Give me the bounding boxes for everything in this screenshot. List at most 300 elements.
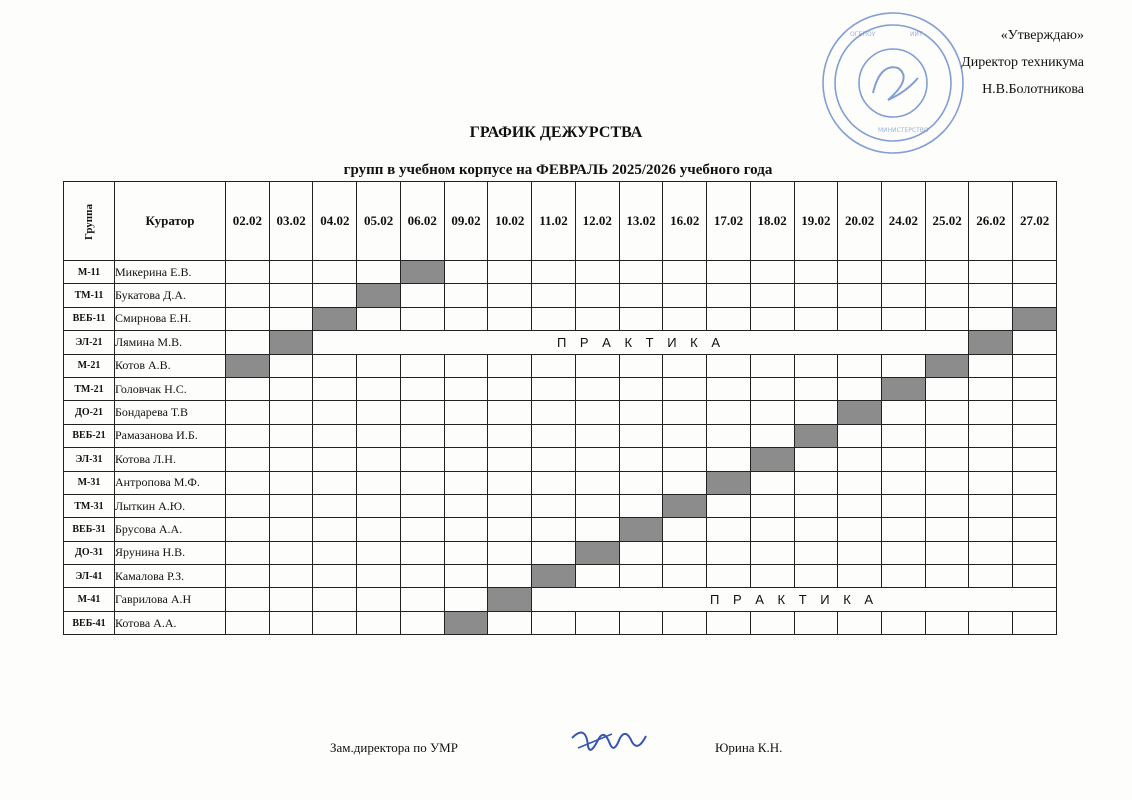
schedule-cell bbox=[226, 261, 270, 284]
group-column-header bbox=[64, 182, 115, 261]
schedule-cell bbox=[269, 494, 313, 517]
schedule-cell bbox=[400, 448, 444, 471]
schedule-cell bbox=[488, 611, 532, 634]
schedule-cell bbox=[925, 307, 969, 330]
schedule-cell bbox=[838, 307, 882, 330]
schedule-cell bbox=[313, 611, 357, 634]
schedule-cell bbox=[838, 424, 882, 447]
schedule-cell bbox=[357, 307, 401, 330]
schedule-cell bbox=[619, 611, 663, 634]
table-row bbox=[64, 284, 1057, 307]
schedule-cell bbox=[226, 448, 270, 471]
schedule-cell bbox=[488, 541, 532, 564]
schedule-cell bbox=[794, 565, 838, 588]
schedule-cell bbox=[269, 377, 313, 400]
schedule-cell bbox=[444, 541, 488, 564]
schedule-cell bbox=[663, 307, 707, 330]
duty-cell bbox=[794, 424, 838, 447]
schedule-cell bbox=[925, 518, 969, 541]
schedule-cell bbox=[532, 471, 576, 494]
schedule-cell bbox=[313, 588, 357, 611]
schedule-cell bbox=[269, 284, 313, 307]
schedule-cell bbox=[663, 471, 707, 494]
schedule-cell bbox=[1013, 565, 1057, 588]
approval-line-2: Директор техникума bbox=[961, 55, 1084, 70]
table-row bbox=[64, 331, 1057, 354]
curator-cell: Антропова М.Ф. bbox=[115, 471, 226, 494]
schedule-cell bbox=[269, 611, 313, 634]
schedule-cell bbox=[750, 611, 794, 634]
schedule-cell bbox=[707, 284, 751, 307]
curator-cell: Камалова Р.З. bbox=[115, 565, 226, 588]
duty-cell bbox=[1013, 307, 1057, 330]
schedule-cell bbox=[488, 354, 532, 377]
schedule-cell bbox=[969, 565, 1013, 588]
date-header: 05.02 bbox=[357, 182, 401, 261]
schedule-cell bbox=[750, 401, 794, 424]
duty-cell bbox=[925, 354, 969, 377]
schedule-cell bbox=[575, 448, 619, 471]
schedule-cell bbox=[882, 494, 926, 517]
schedule-cell bbox=[663, 611, 707, 634]
schedule-cell bbox=[619, 541, 663, 564]
schedule-cell bbox=[838, 354, 882, 377]
schedule-cell bbox=[269, 565, 313, 588]
schedule-cell bbox=[269, 471, 313, 494]
schedule-cell bbox=[707, 377, 751, 400]
schedule-cell bbox=[444, 518, 488, 541]
schedule-cell bbox=[313, 471, 357, 494]
schedule-cell bbox=[882, 401, 926, 424]
schedule-cell bbox=[707, 307, 751, 330]
schedule-cell bbox=[400, 284, 444, 307]
schedule-cell bbox=[882, 424, 926, 447]
schedule-cell bbox=[663, 284, 707, 307]
schedule-cell bbox=[1013, 377, 1057, 400]
schedule-cell bbox=[532, 377, 576, 400]
schedule-cell bbox=[488, 565, 532, 588]
schedule-cell bbox=[882, 541, 926, 564]
schedule-cell bbox=[226, 541, 270, 564]
duty-cell bbox=[969, 331, 1013, 354]
schedule-cell bbox=[969, 377, 1013, 400]
schedule-cell bbox=[400, 518, 444, 541]
schedule-cell bbox=[925, 448, 969, 471]
schedule-cell bbox=[707, 424, 751, 447]
schedule-cell bbox=[619, 354, 663, 377]
group-cell: ТМ-21 bbox=[64, 377, 115, 400]
duty-cell bbox=[838, 401, 882, 424]
schedule-cell bbox=[794, 611, 838, 634]
schedule-cell bbox=[619, 565, 663, 588]
page-subtitle: групп в учебном корпусе на ФЕВРАЛЬ 2025/2026 учебного года bbox=[343, 162, 773, 178]
table-row bbox=[64, 261, 1057, 284]
schedule-cell bbox=[663, 261, 707, 284]
schedule-cell bbox=[882, 354, 926, 377]
schedule-cell bbox=[838, 448, 882, 471]
schedule-cell bbox=[619, 424, 663, 447]
duty-cell bbox=[357, 284, 401, 307]
date-header: 26.02 bbox=[969, 182, 1013, 261]
schedule-cell bbox=[707, 401, 751, 424]
schedule-cell bbox=[707, 541, 751, 564]
schedule-cell bbox=[794, 284, 838, 307]
schedule-cell bbox=[925, 284, 969, 307]
schedule-cell bbox=[575, 377, 619, 400]
schedule-cell bbox=[400, 377, 444, 400]
date-header: 10.02 bbox=[488, 182, 532, 261]
duty-cell bbox=[619, 518, 663, 541]
schedule-cell bbox=[357, 354, 401, 377]
schedule-cell bbox=[269, 518, 313, 541]
schedule-cell bbox=[663, 448, 707, 471]
schedule-cell bbox=[750, 565, 794, 588]
schedule-cell bbox=[838, 471, 882, 494]
table-row bbox=[64, 494, 1057, 517]
schedule-cell bbox=[532, 261, 576, 284]
schedule-cell bbox=[575, 494, 619, 517]
schedule-cell bbox=[488, 401, 532, 424]
schedule-cell bbox=[969, 284, 1013, 307]
schedule-cell bbox=[444, 424, 488, 447]
footer-name: Юрина К.Н. bbox=[715, 740, 783, 755]
schedule-cell bbox=[750, 354, 794, 377]
schedule-cell bbox=[226, 377, 270, 400]
schedule-cell bbox=[794, 261, 838, 284]
duty-cell bbox=[575, 541, 619, 564]
schedule-cell bbox=[313, 565, 357, 588]
schedule-cell bbox=[969, 471, 1013, 494]
schedule-cell bbox=[488, 518, 532, 541]
curator-cell: Гаврилова А.Н bbox=[115, 588, 226, 611]
schedule-cell bbox=[575, 611, 619, 634]
schedule-cell bbox=[400, 494, 444, 517]
schedule-cell bbox=[925, 261, 969, 284]
schedule-cell bbox=[575, 261, 619, 284]
schedule-cell bbox=[532, 494, 576, 517]
date-header: 27.02 bbox=[1013, 182, 1057, 261]
date-header: 24.02 bbox=[882, 182, 926, 261]
schedule-cell bbox=[925, 494, 969, 517]
schedule-cell bbox=[357, 424, 401, 447]
schedule-cell bbox=[969, 518, 1013, 541]
schedule-cell bbox=[1013, 401, 1057, 424]
schedule-cell bbox=[1013, 424, 1057, 447]
schedule-cell bbox=[226, 518, 270, 541]
schedule-cell bbox=[882, 284, 926, 307]
schedule-cell bbox=[838, 494, 882, 517]
schedule-cell bbox=[575, 401, 619, 424]
schedule-cell bbox=[1013, 448, 1057, 471]
date-header: 18.02 bbox=[750, 182, 794, 261]
approval-line-1: «Утверждаю» bbox=[1000, 28, 1084, 43]
schedule-cell bbox=[838, 611, 882, 634]
schedule-cell bbox=[794, 541, 838, 564]
schedule-cell bbox=[750, 424, 794, 447]
schedule-cell bbox=[226, 331, 270, 354]
date-header: 02.02 bbox=[226, 182, 270, 261]
duty-cell bbox=[444, 611, 488, 634]
schedule-cell bbox=[575, 471, 619, 494]
date-header: 19.02 bbox=[794, 182, 838, 261]
table-body bbox=[64, 261, 1057, 635]
schedule-cell bbox=[444, 377, 488, 400]
schedule-cell bbox=[400, 471, 444, 494]
schedule-cell bbox=[226, 565, 270, 588]
schedule-cell bbox=[707, 494, 751, 517]
schedule-cell bbox=[925, 541, 969, 564]
schedule-cell bbox=[400, 401, 444, 424]
schedule-cell bbox=[1013, 261, 1057, 284]
schedule-cell bbox=[400, 541, 444, 564]
schedule-cell bbox=[575, 284, 619, 307]
table-row bbox=[64, 541, 1057, 564]
schedule-cell bbox=[925, 401, 969, 424]
schedule-cell bbox=[313, 494, 357, 517]
schedule-cell bbox=[838, 518, 882, 541]
schedule-cell bbox=[663, 541, 707, 564]
schedule-cell bbox=[488, 448, 532, 471]
schedule-cell bbox=[313, 401, 357, 424]
schedule-cell bbox=[357, 611, 401, 634]
schedule-cell bbox=[313, 518, 357, 541]
curator-cell: Рамазанова И.Б. bbox=[115, 424, 226, 447]
schedule-cell bbox=[532, 354, 576, 377]
schedule-cell bbox=[400, 565, 444, 588]
curator-cell: Бондарева Т.В bbox=[115, 401, 226, 424]
date-header: 13.02 bbox=[619, 182, 663, 261]
schedule-cell bbox=[925, 424, 969, 447]
schedule-cell bbox=[400, 588, 444, 611]
table-row bbox=[64, 565, 1057, 588]
duty-cell bbox=[882, 377, 926, 400]
schedule-cell bbox=[750, 518, 794, 541]
schedule-cell bbox=[269, 307, 313, 330]
group-cell: М-21 bbox=[64, 354, 115, 377]
schedule-cell bbox=[707, 518, 751, 541]
schedule-cell bbox=[750, 284, 794, 307]
schedule-cell bbox=[969, 401, 1013, 424]
date-header: 03.02 bbox=[269, 182, 313, 261]
svg-text:ОГБПОУ: ОГБПОУ bbox=[850, 31, 876, 38]
schedule-cell bbox=[532, 448, 576, 471]
curator-cell: Букатова Д.А. bbox=[115, 284, 226, 307]
schedule-cell bbox=[313, 541, 357, 564]
schedule-cell bbox=[226, 284, 270, 307]
schedule-cell bbox=[1013, 331, 1057, 354]
schedule-cell bbox=[619, 261, 663, 284]
practice-cell: П Р А К Т И К А bbox=[532, 588, 1057, 611]
date-header: 09.02 bbox=[444, 182, 488, 261]
schedule-cell bbox=[488, 261, 532, 284]
schedule-cell bbox=[882, 307, 926, 330]
schedule-cell bbox=[269, 401, 313, 424]
schedule-cell bbox=[357, 401, 401, 424]
schedule-cell bbox=[488, 307, 532, 330]
schedule-cell bbox=[269, 354, 313, 377]
schedule-cell bbox=[794, 471, 838, 494]
schedule-cell bbox=[838, 261, 882, 284]
schedule-cell bbox=[969, 261, 1013, 284]
schedule-cell bbox=[882, 611, 926, 634]
schedule-cell bbox=[400, 611, 444, 634]
schedule-cell bbox=[226, 401, 270, 424]
schedule-cell bbox=[532, 307, 576, 330]
schedule-cell bbox=[1013, 611, 1057, 634]
schedule-cell bbox=[488, 424, 532, 447]
schedule-cell bbox=[269, 448, 313, 471]
schedule-cell bbox=[663, 424, 707, 447]
duty-cell bbox=[707, 471, 751, 494]
schedule-cell bbox=[794, 494, 838, 517]
schedule-cell bbox=[663, 401, 707, 424]
schedule-cell bbox=[882, 565, 926, 588]
schedule-cell bbox=[269, 541, 313, 564]
duty-cell bbox=[663, 494, 707, 517]
duty-cell bbox=[269, 331, 313, 354]
schedule-cell bbox=[357, 541, 401, 564]
schedule-cell bbox=[794, 377, 838, 400]
schedule-cell bbox=[444, 588, 488, 611]
schedule-cell bbox=[575, 307, 619, 330]
schedule-cell bbox=[313, 448, 357, 471]
schedule-cell bbox=[532, 401, 576, 424]
schedule-cell bbox=[707, 611, 751, 634]
schedule-cell bbox=[357, 448, 401, 471]
group-column-label: Группа bbox=[83, 204, 95, 240]
schedule-cell bbox=[619, 448, 663, 471]
schedule-cell bbox=[1013, 284, 1057, 307]
schedule-cell bbox=[750, 494, 794, 517]
table-row bbox=[64, 448, 1057, 471]
header-row bbox=[64, 182, 1057, 261]
schedule-cell bbox=[488, 284, 532, 307]
schedule-cell bbox=[313, 261, 357, 284]
curator-cell: Микерина Е.В. bbox=[115, 261, 226, 284]
schedule-cell bbox=[619, 401, 663, 424]
schedule-cell bbox=[488, 377, 532, 400]
schedule-cell bbox=[444, 261, 488, 284]
schedule-cell bbox=[794, 448, 838, 471]
table-row bbox=[64, 588, 1057, 611]
schedule-cell bbox=[663, 377, 707, 400]
curator-cell: Лыткин А.Ю. bbox=[115, 494, 226, 517]
schedule-cell bbox=[444, 401, 488, 424]
schedule-cell bbox=[444, 565, 488, 588]
schedule-cell bbox=[226, 471, 270, 494]
curator-column-header: Куратор bbox=[115, 182, 226, 261]
schedule-cell bbox=[663, 565, 707, 588]
schedule-cell bbox=[619, 471, 663, 494]
schedule-cell bbox=[969, 448, 1013, 471]
schedule-cell bbox=[400, 354, 444, 377]
schedule-cell bbox=[357, 261, 401, 284]
table-row bbox=[64, 401, 1057, 424]
group-cell: ВЕБ-11 bbox=[64, 307, 115, 330]
schedule-cell bbox=[838, 541, 882, 564]
schedule-cell bbox=[575, 518, 619, 541]
group-cell: ДО-31 bbox=[64, 541, 115, 564]
curator-cell: Брусова А.А. bbox=[115, 518, 226, 541]
schedule-cell bbox=[444, 471, 488, 494]
schedule-cell bbox=[226, 307, 270, 330]
page-title: ГРАФИК ДЕЖУРСТВА bbox=[469, 124, 643, 141]
schedule-cell bbox=[707, 354, 751, 377]
schedule-cell bbox=[532, 284, 576, 307]
schedule-cell bbox=[357, 377, 401, 400]
schedule-cell bbox=[882, 448, 926, 471]
schedule-cell bbox=[750, 471, 794, 494]
table-row bbox=[64, 424, 1057, 447]
schedule-cell bbox=[357, 494, 401, 517]
duty-cell bbox=[532, 565, 576, 588]
schedule-cell bbox=[969, 611, 1013, 634]
schedule-cell bbox=[488, 494, 532, 517]
schedule-cell bbox=[750, 377, 794, 400]
table-row bbox=[64, 471, 1057, 494]
schedule-cell bbox=[1013, 471, 1057, 494]
date-header: 25.02 bbox=[925, 182, 969, 261]
duty-cell bbox=[226, 354, 270, 377]
duty-schedule-table bbox=[63, 181, 1057, 635]
table-row bbox=[64, 377, 1057, 400]
schedule-cell bbox=[619, 284, 663, 307]
schedule-cell bbox=[400, 307, 444, 330]
schedule-cell bbox=[313, 424, 357, 447]
curator-cell: Ярунина Н.В. bbox=[115, 541, 226, 564]
schedule-cell bbox=[969, 354, 1013, 377]
schedule-cell bbox=[226, 611, 270, 634]
schedule-cell bbox=[575, 424, 619, 447]
schedule-cell bbox=[1013, 518, 1057, 541]
schedule-cell bbox=[794, 518, 838, 541]
date-header: 12.02 bbox=[575, 182, 619, 261]
group-cell: ТМ-11 bbox=[64, 284, 115, 307]
signature bbox=[568, 722, 650, 762]
schedule-cell bbox=[750, 307, 794, 330]
schedule-cell bbox=[444, 307, 488, 330]
schedule-cell bbox=[269, 424, 313, 447]
group-cell: ВЕБ-41 bbox=[64, 611, 115, 634]
schedule-cell bbox=[707, 565, 751, 588]
schedule-cell bbox=[1013, 494, 1057, 517]
group-cell: ТМ-31 bbox=[64, 494, 115, 517]
schedule-cell bbox=[226, 494, 270, 517]
schedule-cell bbox=[226, 424, 270, 447]
group-cell: ЭЛ-31 bbox=[64, 448, 115, 471]
group-cell: М-31 bbox=[64, 471, 115, 494]
date-header: 11.02 bbox=[532, 182, 576, 261]
schedule-cell bbox=[750, 541, 794, 564]
group-cell: ВЕБ-31 bbox=[64, 518, 115, 541]
date-header: 17.02 bbox=[707, 182, 751, 261]
schedule-cell bbox=[882, 261, 926, 284]
schedule-cell bbox=[357, 471, 401, 494]
schedule-cell bbox=[707, 261, 751, 284]
schedule-cell bbox=[532, 518, 576, 541]
schedule-cell bbox=[882, 518, 926, 541]
curator-cell: Лямина М.В. bbox=[115, 331, 226, 354]
schedule-cell bbox=[838, 284, 882, 307]
schedule-cell bbox=[226, 588, 270, 611]
schedule-cell bbox=[444, 448, 488, 471]
schedule-cell bbox=[794, 354, 838, 377]
schedule-cell bbox=[313, 354, 357, 377]
schedule-cell bbox=[532, 424, 576, 447]
schedule-cell bbox=[794, 401, 838, 424]
schedule-cell bbox=[925, 565, 969, 588]
svg-text:ИИТ: ИИТ bbox=[910, 31, 923, 38]
